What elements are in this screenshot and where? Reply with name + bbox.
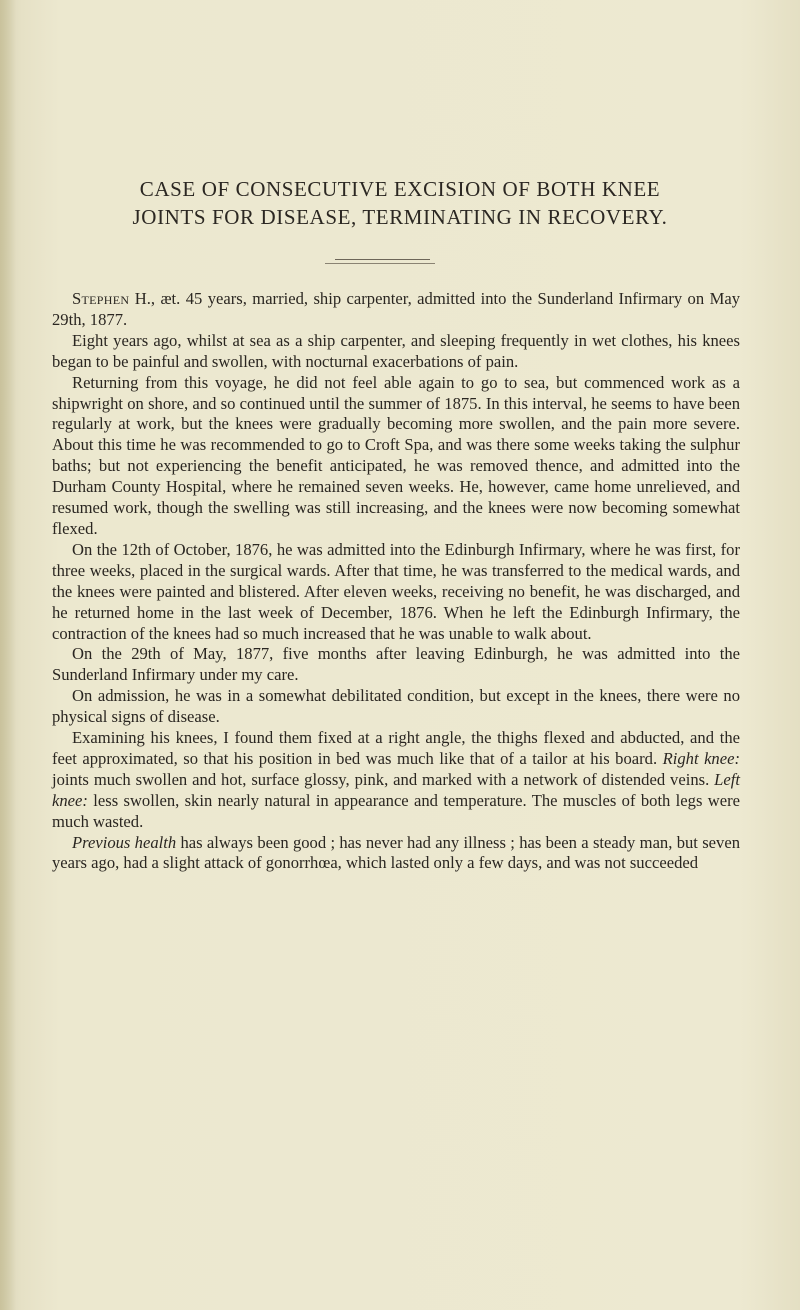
title-line-2: JOINTS FOR DISEASE, TERMINATING IN RECOVERY. [132, 205, 668, 229]
previous-health-label: Previous health [72, 832, 177, 852]
paragraph-1 [52, 289, 740, 331]
title-line-1: CASE OF CONSECUTIVE EXCISION OF BOTH KNEE [139, 177, 661, 201]
left-knee-label: Left knee: [52, 769, 740, 810]
patient-name: Stephen [72, 289, 130, 308]
paragraph-5: On the 29th of May, 1877, five months after leaving Edinburgh, he was admitted into the Sunderland Infirmary under my care. [52, 644, 740, 685]
paragraph-6: On admission, he was in a somewhat debilitated condition, but except in the knees, there were no physical signs of disease. [52, 686, 740, 727]
paragraph-3: Returning from this voyage, he did not feel able again to go to sea, but commenced work as a shipwright on shore, and so continued until the summer of 1875. In this interval, he seems to have been regularly at work, but the knees were gradually becoming more swollen, and the pain more severe. About this time he was recommended to go to Croft Spa, and was there some weeks taking the sulphur baths; but not experiencing the benefit anticipated, he was removed thence, and admitted into the Durham County Hospital, where he remained seven weeks. He, however, came home unrelieved, and resumed work, though the swelling was still increasing, and the knees were now becoming somewhat flexed. [52, 372, 740, 538]
paragraph-1-text: H., æt. 45 years, married, ship carpenter, admitted into the Sunderland Infirmary on May 29th, 1877. [52, 289, 740, 329]
article-body [52, 289, 740, 874]
title-rule [335, 259, 430, 260]
paragraph-7-text-a: Examining his knees, I found them fixed at a right angle, the thighs flexed and abducted, and the feet approximated, so that his position in bed was much like that of a tailor at his board. [52, 728, 740, 768]
paragraph-7-text-c: less swollen, skin nearly natural in appearance and temperature. The muscles of both legs were much wasted. [52, 790, 740, 831]
paragraph-4: On the 12th of October, 1876, he was admitted into the Edinburgh Infirmary, where he was first, for three weeks, placed in the surgical wards. After that time, he was transferred to the medical wards, and the knees were painted and blistered. After eleven weeks, receiving no benefit, he was discharged, and he returned home in the last week of December, 1876. When he left the Edinburgh Infirmary, the contraction of the knees had so much increased that he was unable to walk about. [52, 539, 740, 643]
paragraph-8-text: has always been good ; has never had any illness ; has been a steady man, but seven years ago, had a slight attack of gonorrhœa, which lasted only a few days, and was not succeeded [52, 832, 740, 873]
paragraph-8 [52, 833, 740, 875]
right-knee-label: Right knee: [662, 748, 740, 768]
paragraph-7 [52, 728, 740, 833]
title-rule-lower [325, 263, 435, 264]
paragraph-2: Eight years ago, whilst at sea as a ship carpenter, and sleeping frequently in wet clothes, his knees began to be painful and swollen, with nocturnal exacerbations of pain. [52, 330, 740, 371]
article-title [0, 175, 800, 231]
paragraph-7-text-b: joints much swollen and hot, surface glossy, pink, and marked with a network of distended veins. [52, 769, 715, 789]
